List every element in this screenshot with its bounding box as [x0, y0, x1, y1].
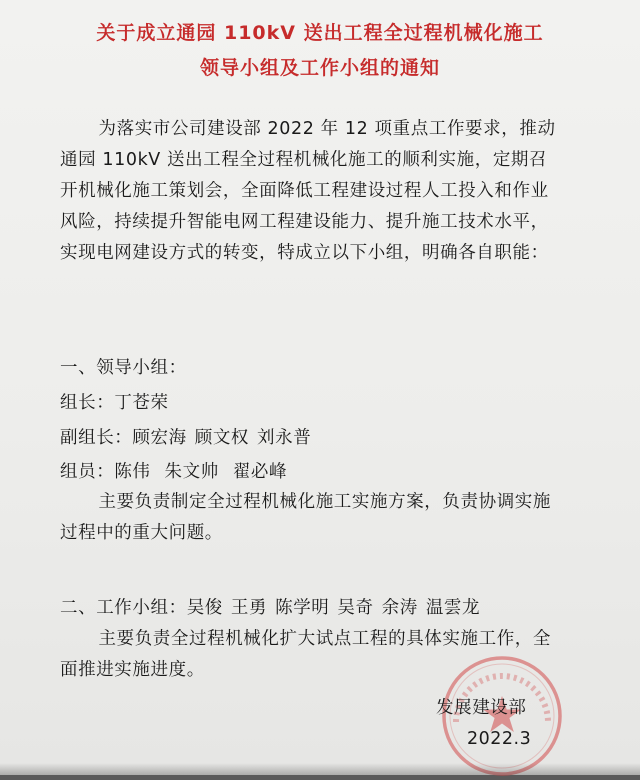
document-title-line2: 领导小组及工作小组的通知 [199, 57, 440, 79]
member-name: 朱文帅 [164, 462, 219, 482]
worker-name: 王勇 [230, 598, 268, 618]
document-title-line1: 关于成立通园 110kV 送出工程全过程机械化施工 [96, 22, 544, 44]
members-line [60, 458, 580, 483]
signature-department: 发展建设部 [436, 698, 527, 718]
member-name: 翟必峰 [232, 462, 288, 482]
section2-heading: 二、工作小组： [60, 598, 187, 618]
deputy-name: 顾文权 [194, 428, 250, 448]
leader-name: 丁苍荣 [114, 393, 169, 413]
section2-duty: 主要负责全过程机械化扩大试点工程的具体实施工作，全面推进实施进度。 [60, 629, 551, 680]
deputy-label: 副组长： [60, 428, 133, 448]
member-name: 陈伟 [114, 462, 151, 482]
section2-line [60, 594, 580, 619]
intro-paragraph: 为落实市公司建设部 2022 年 12 项重点工作要求，推动通园 110kV 送出工程全过程机械化施工的顺利实施，定期召开机械化施工策划会，全面降低工程建设过程人工投入和作业风险，持续提升智能电网工程建设能力、提升施工技术水平，实现电网建设方式的转变，特成立以下小组，明确各自职能： [60, 119, 556, 263]
worker-name: 余涛 [381, 598, 418, 618]
signature-date: 2022.3 [467, 729, 532, 749]
worker-name: 陈学明 [275, 598, 330, 618]
worker-name: 吴俊 [186, 598, 223, 618]
worker-name: 吴奇 [337, 598, 374, 618]
section1-duty: 主要负责制定全过程机械化施工实施方案，负责协调实施过程中的重大问题。 [60, 492, 551, 543]
deputy-line [60, 424, 580, 449]
members-label: 组员： [60, 462, 115, 482]
leader-line [60, 389, 580, 414]
leader-label: 组长： [60, 393, 115, 413]
section1-heading: 一、领导小组： [60, 358, 187, 378]
deputy-name: 顾宏海 [132, 428, 187, 448]
deputy-name: 刘永普 [257, 428, 312, 448]
worker-name: 温雲龙 [425, 598, 481, 618]
page-bottom-shadow [0, 763, 640, 775]
